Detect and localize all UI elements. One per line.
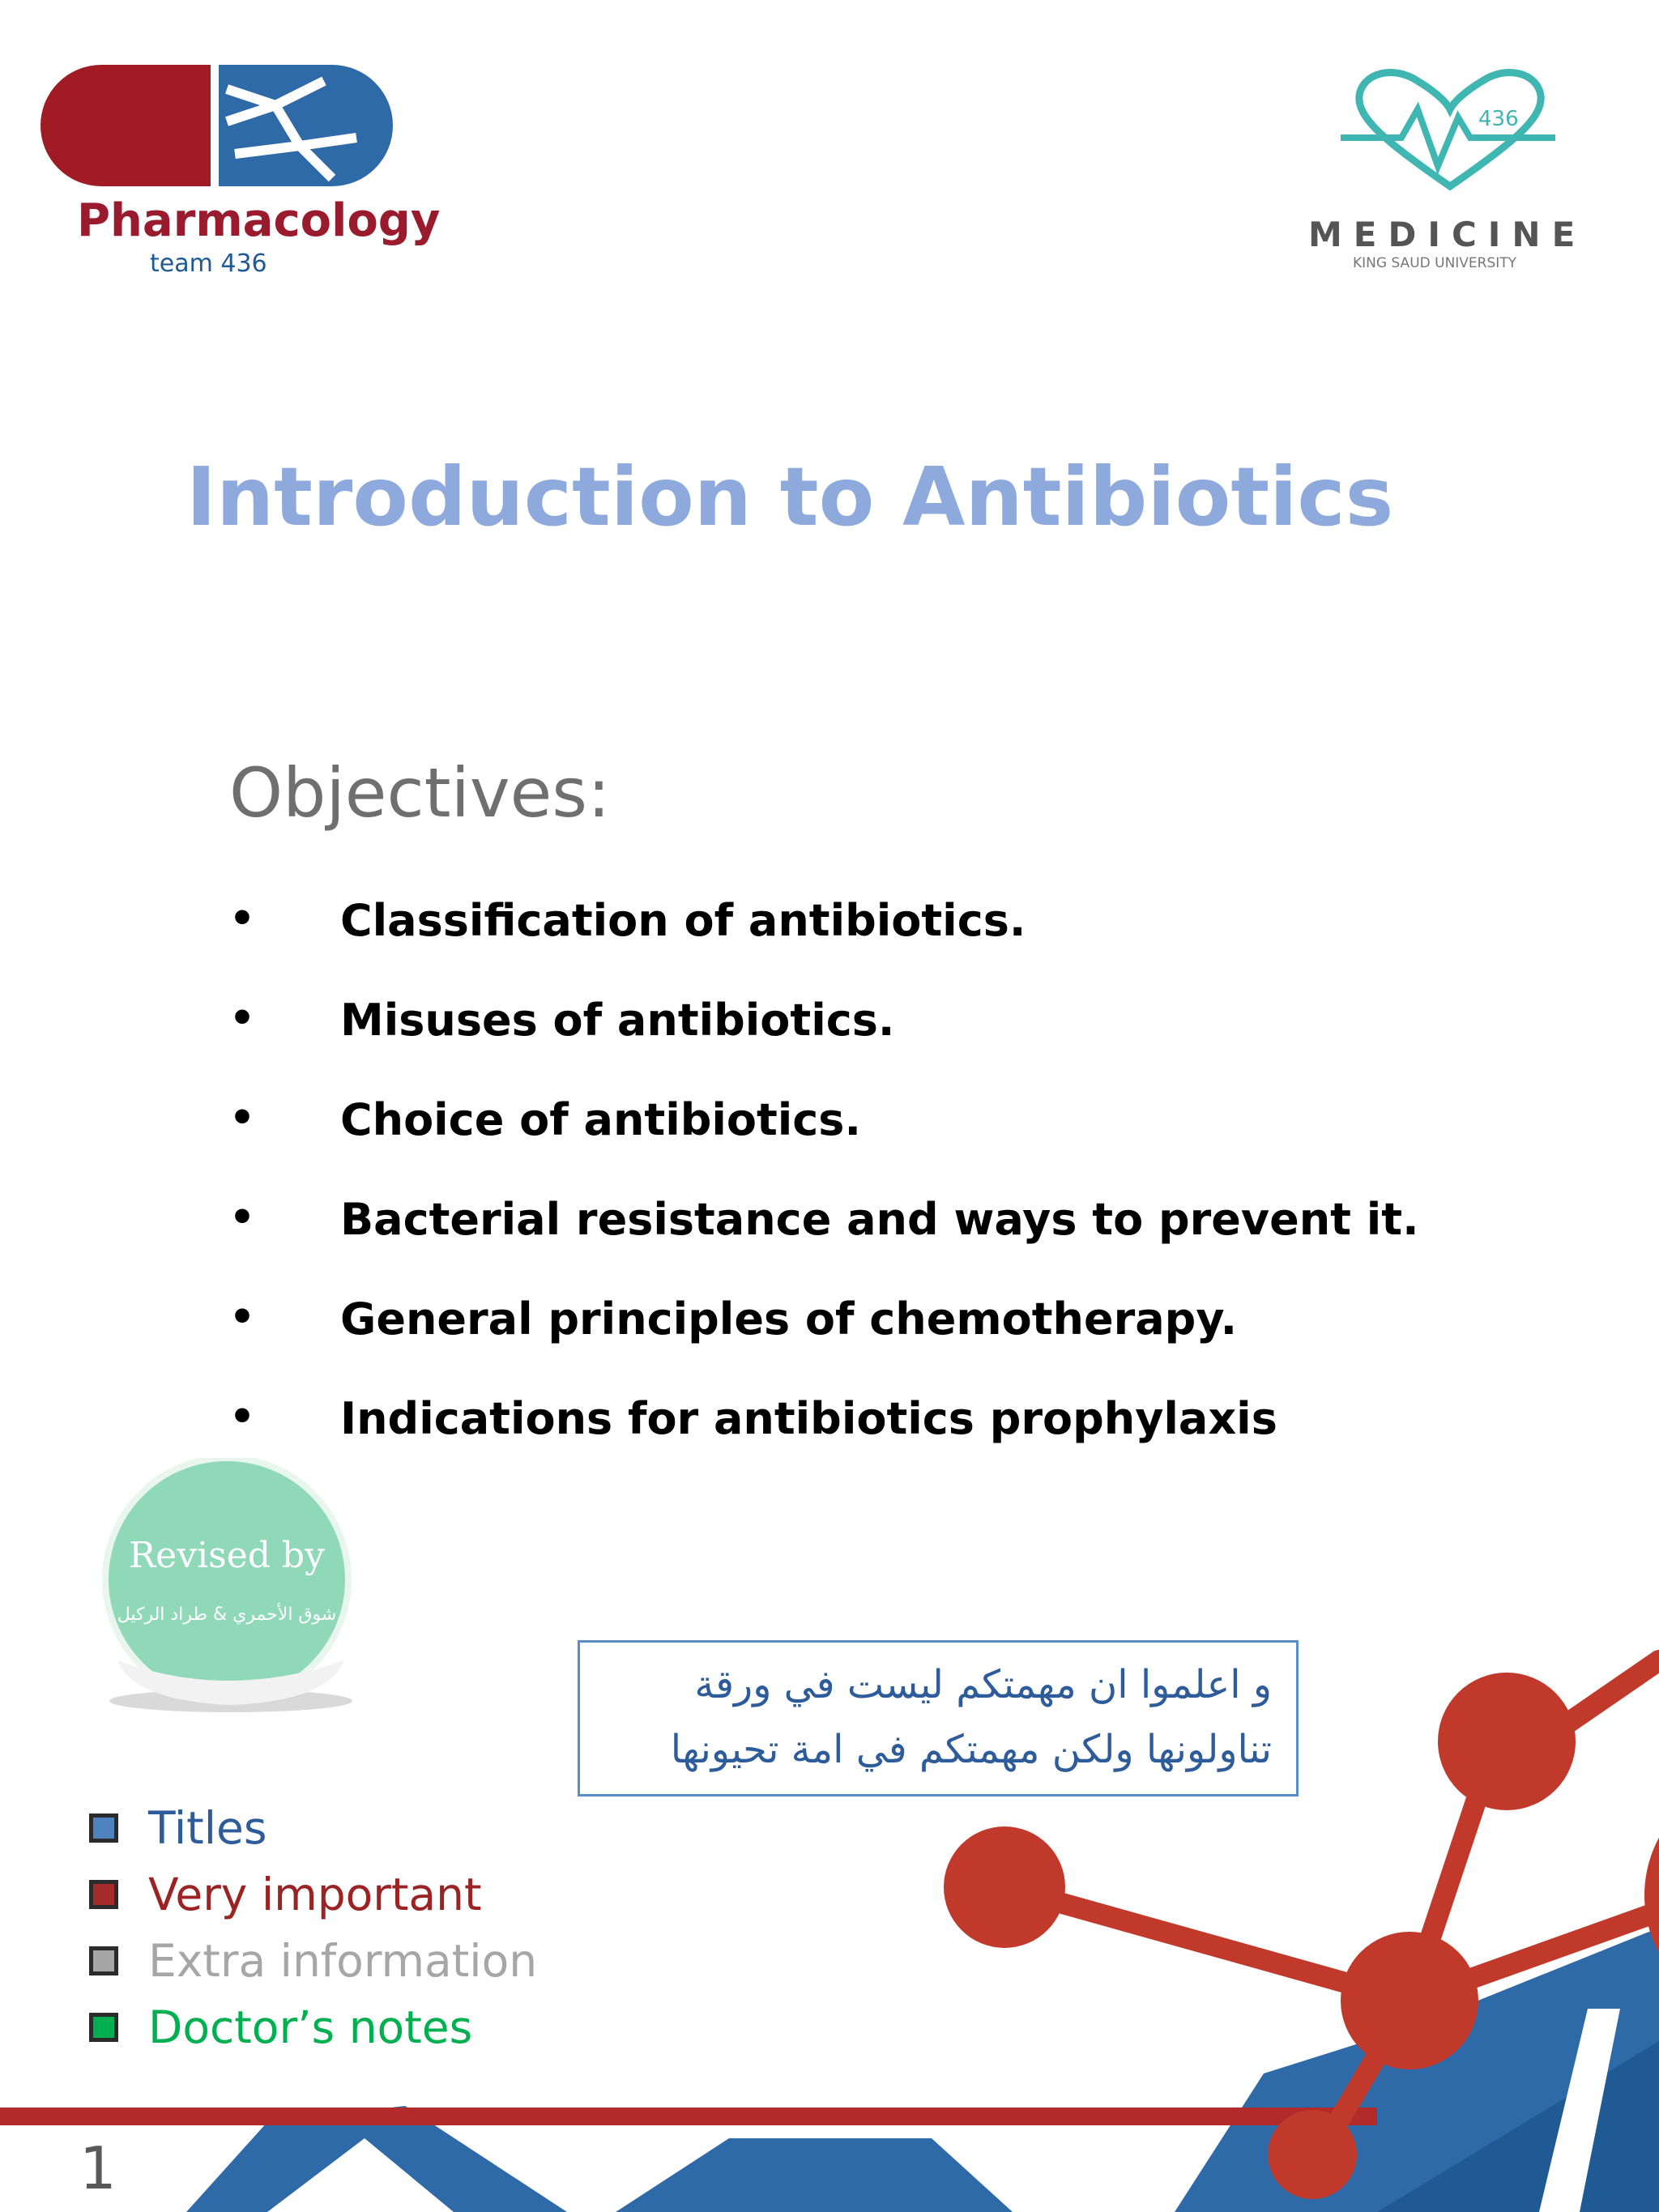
- stamp-title: Revised by: [129, 1535, 325, 1576]
- legend-label: Extra information: [148, 1935, 538, 1987]
- pharmacology-logo-name: Pharmacology: [77, 194, 441, 247]
- medicine-logo-name: MEDICINE: [1308, 215, 1587, 254]
- objectives-list: [229, 895, 1444, 1493]
- legend-swatch: [89, 1946, 118, 1975]
- objective-text: General principles of chemotherapy.: [340, 1294, 1238, 1345]
- legend-swatch: [89, 1813, 118, 1843]
- objective-text: Misuses of antibiotics.: [340, 995, 895, 1046]
- legend-swatch: [89, 2013, 118, 2042]
- revised-by-stamp: [85, 1458, 377, 1717]
- objective-text: Bacterial resistance and ways to prevent it.: [340, 1194, 1419, 1245]
- medicine-logo-badge: 436: [1478, 107, 1519, 131]
- page-title: Introduction to Antibiotics: [186, 450, 1394, 544]
- red-divider-bar: [0, 2108, 1377, 2125]
- objective-item: [229, 1294, 1444, 1393]
- legend-label: Very important: [148, 1869, 482, 1920]
- legend-label: Doctor’s notes: [148, 2001, 473, 2053]
- medicine-logo: [1296, 65, 1604, 283]
- objective-item: [229, 995, 1444, 1094]
- objective-item: [229, 895, 1444, 995]
- objective-item: [229, 1194, 1444, 1294]
- objective-item: [229, 1094, 1444, 1194]
- objective-text: Classification of antibiotics.: [340, 895, 1026, 946]
- arabic-quote-line-1: و اعلموا ان مهمتكم ليست في ورقة: [694, 1662, 1272, 1707]
- arabic-quote-box: [578, 1640, 1299, 1796]
- bullet-icon: •: [229, 995, 255, 1042]
- bullet-icon: •: [229, 1094, 255, 1141]
- heart-pulse-icon: [1296, 65, 1604, 202]
- arabic-quote-line-2: تناولونها ولكن مهمتكم في امة تحيونها: [670, 1727, 1272, 1772]
- stamp-badge-icon: [85, 1458, 377, 1717]
- bullet-icon: •: [229, 1194, 255, 1241]
- legend-swatch: [89, 1880, 118, 1909]
- bullet-icon: •: [229, 895, 255, 942]
- page-number: 1: [79, 2134, 117, 2202]
- objectives-heading: Objectives:: [229, 753, 611, 833]
- medicine-logo-university: KING SAUD UNIVERSITY: [1353, 255, 1517, 271]
- pharmacology-logo-team: team 436: [150, 249, 267, 278]
- objective-text: Indications for antibiotics prophylaxis: [340, 1393, 1277, 1444]
- pharmacology-logo: [32, 57, 441, 292]
- stamp-names: شوق الأحمري & طراد الركيل: [117, 1605, 337, 1625]
- bullet-icon: •: [229, 1294, 255, 1340]
- bullet-icon: •: [229, 1393, 255, 1440]
- objective-text: Choice of antibiotics.: [340, 1094, 861, 1145]
- objective-item: [229, 1393, 1444, 1493]
- legend-label: Titles: [148, 1802, 267, 1854]
